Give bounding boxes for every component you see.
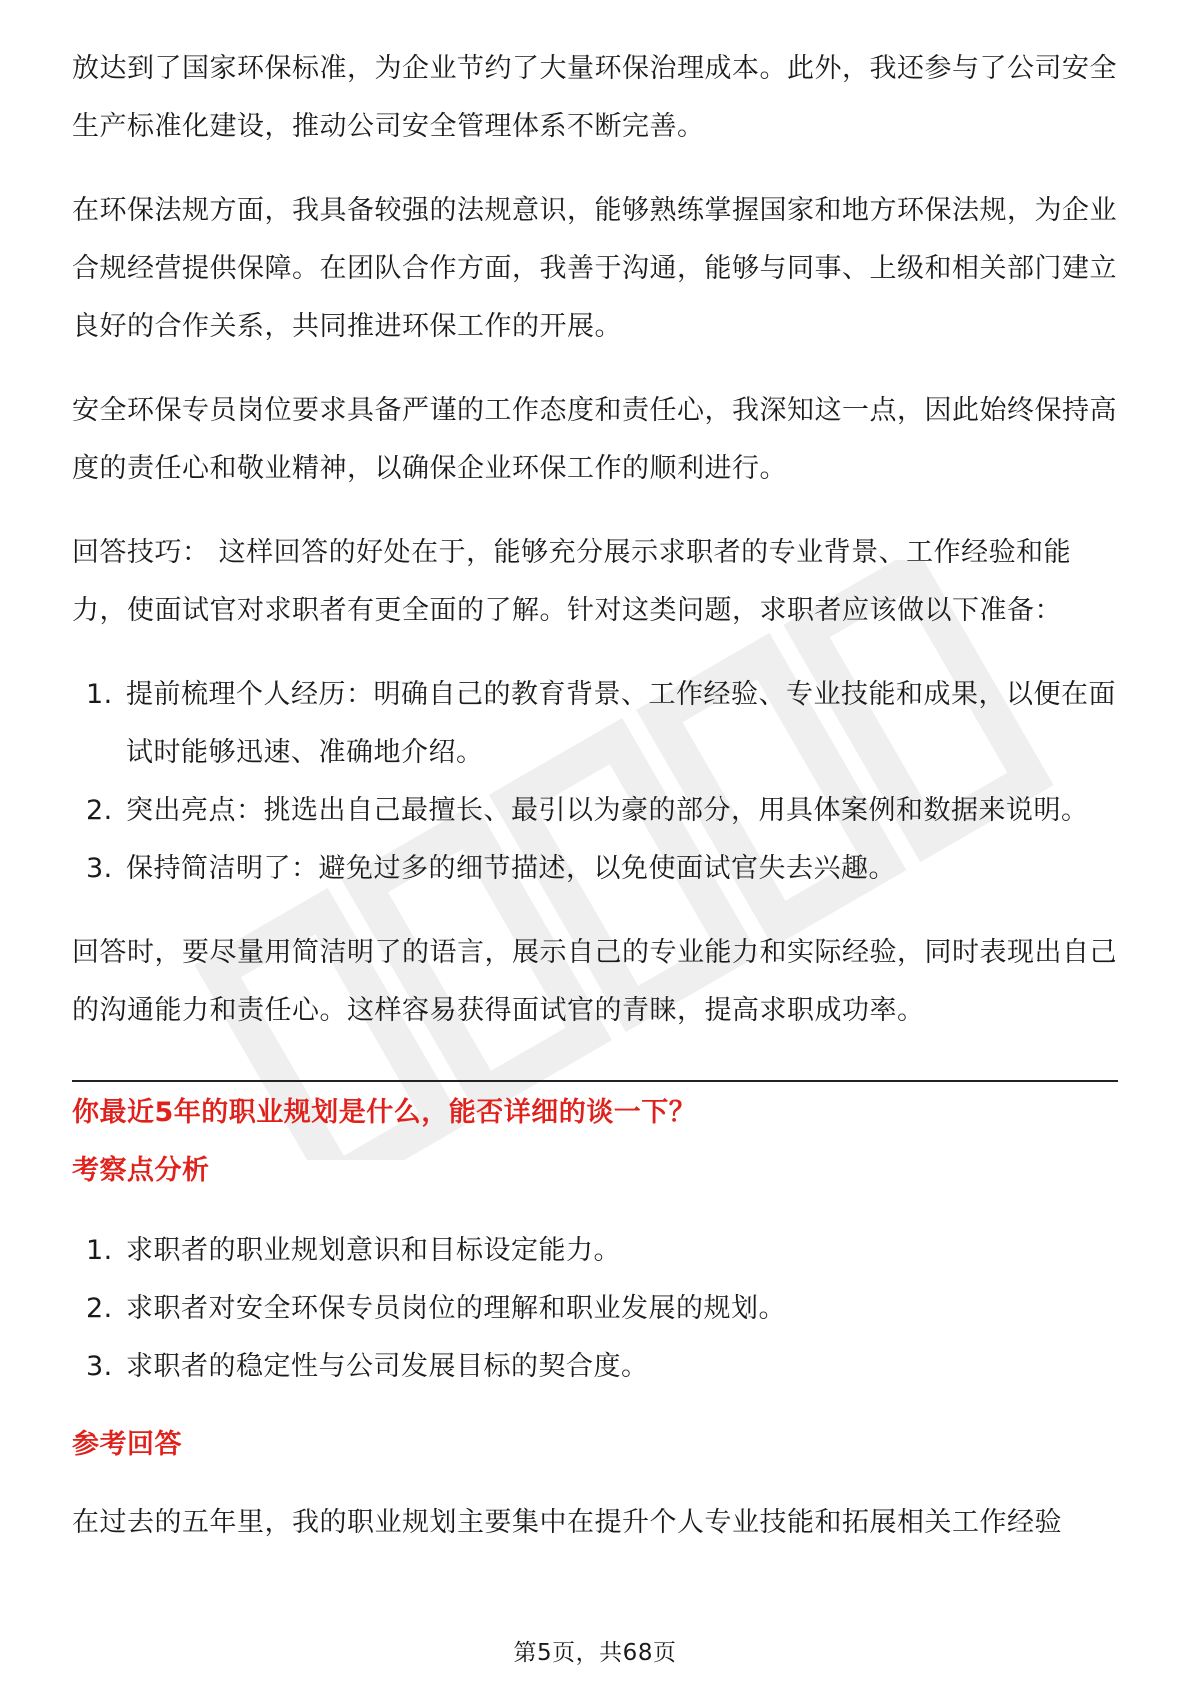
list-item — [72, 1280, 1118, 1338]
reference-heading: 参考回答 — [72, 1429, 182, 1460]
question-heading: 你最近5年的职业规划是什么，能否详细的谈一下？ — [72, 1097, 697, 1128]
tips-list — [72, 666, 1118, 898]
list-number: 3. — [86, 853, 113, 884]
list-number: 1. — [86, 1235, 113, 1266]
analysis-list — [72, 1222, 1118, 1396]
list-item — [72, 840, 1118, 898]
list-item — [72, 1338, 1118, 1396]
reference-paragraph: 在过去的五年里，我的职业规划主要集中在提升个人专业技能和拓展相关工作经验 — [72, 1507, 1062, 1538]
page-footer: 第5页，共68页 — [513, 1640, 677, 1666]
paragraph: 放达到了国家环保标准，为企业节约了大量环保治理成本。此外，我还参与了公司安全生产标准化建设，推动公司安全管理体系不断完善。 — [72, 53, 1117, 142]
list-item-text: 突出亮点：挑选出自己最擅长、最引以为豪的部分，用具体案例和数据来说明。 — [126, 795, 1089, 826]
list-item-text: 提前梳理个人经历：明确自己的教育背景、工作经验、专业技能和成果，以便在面试时能够迅速、准确地介绍。 — [126, 679, 1116, 768]
closing-paragraph: 回答时，要尽量用简洁明了的语言，展示自己的专业能力和实际经验，同时表现出自己的沟通能力和责任心。这样容易获得面试官的青睐，提高求职成功率。 — [72, 937, 1117, 1026]
list-item — [72, 782, 1118, 840]
list-number: 2. — [86, 795, 113, 826]
list-number: 2. — [86, 1293, 113, 1324]
list-item-text: 保持简洁明了：避免过多的细节描述，以免使面试官失去兴趣。 — [126, 853, 896, 884]
list-item-text: 求职者对安全环保专员岗位的理解和职业发展的规划。 — [126, 1293, 786, 1324]
paragraph: 在环保法规方面，我具备较强的法规意识，能够熟练掌握国家和地方环保法规，为企业合规经营提供保障。在团队合作方面，我善于沟通，能够与同事、上级和相关部门建立良好的合作关系，共同推进环保工作的开展。 — [72, 195, 1117, 342]
list-item — [72, 1222, 1118, 1280]
document-page — [72, 40, 1118, 1552]
list-number: 1. — [86, 679, 113, 710]
list-item-text: 求职者的职业规划意识和目标设定能力。 — [126, 1235, 621, 1266]
list-number: 3. — [86, 1351, 113, 1382]
answer-tips-paragraph: 回答技巧： 这样回答的好处在于，能够充分展示求职者的专业背景、工作经验和能力，使面试官对求职者有更全面的了解。针对这类问题，求职者应该做以下准备： — [72, 537, 1072, 626]
paragraph: 安全环保专员岗位要求具备严谨的工作态度和责任心，我深知这一点，因此始终保持高度的责任心和敬业精神，以确保企业环保工作的顺利进行。 — [72, 395, 1117, 484]
list-item-text: 求职者的稳定性与公司发展目标的契合度。 — [126, 1351, 649, 1382]
analysis-heading: 考察点分析 — [72, 1155, 210, 1186]
list-item — [72, 666, 1118, 782]
